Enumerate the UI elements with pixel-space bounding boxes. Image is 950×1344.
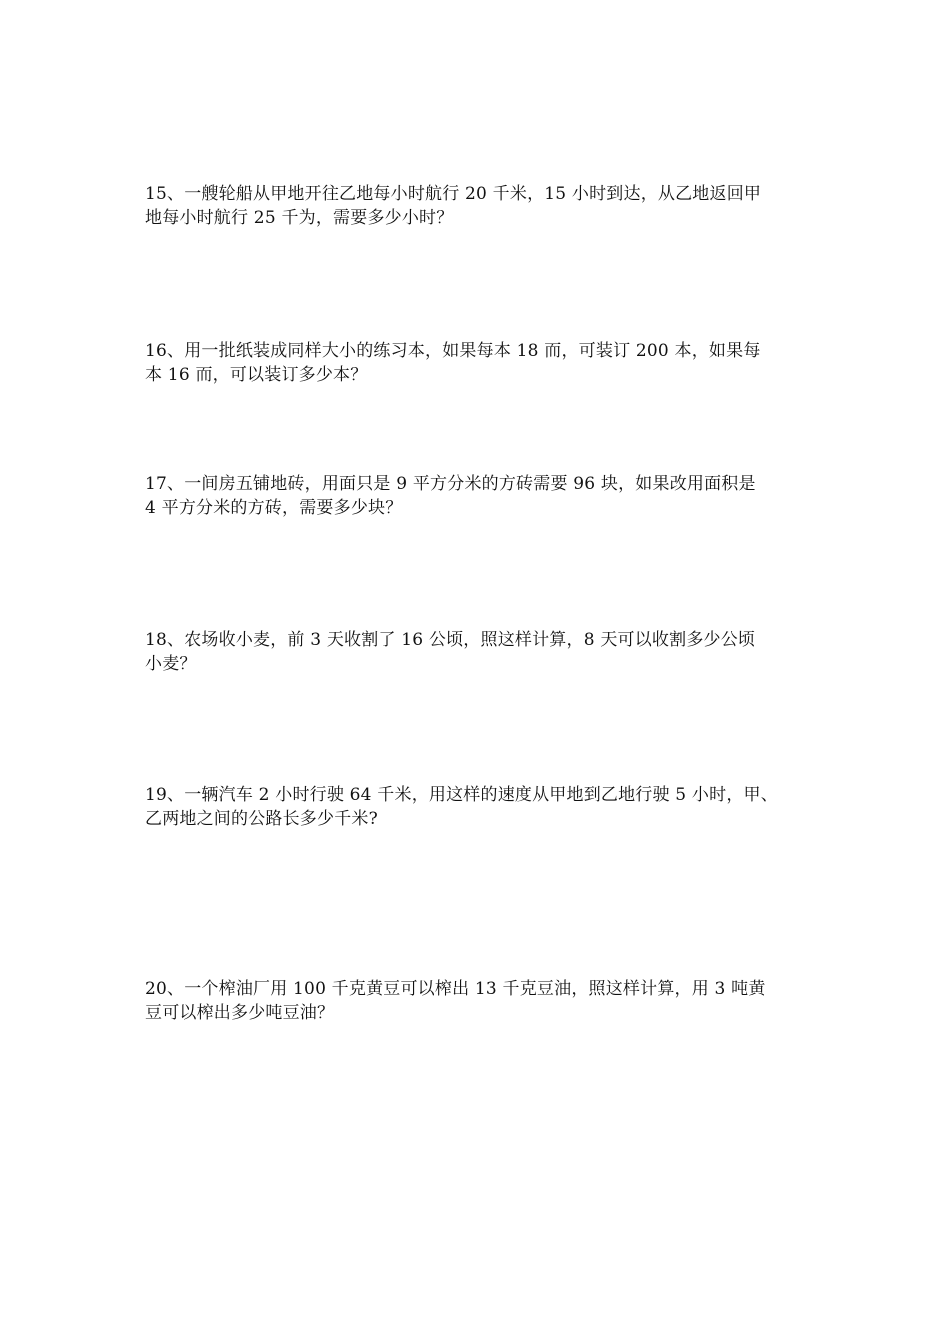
problem-16-line-2: 本 16 而，可以装订多少本？ (145, 365, 368, 385)
problem-16 (145, 339, 815, 387)
problem-16-line-1: 16、用一批纸装成同样大小的练习本，如果每本 18 而，可装订 200 本，如果每 (145, 341, 761, 361)
problem-17 (145, 472, 815, 520)
problem-18-line-2: 小麦？ (145, 654, 197, 674)
problem-20 (145, 977, 815, 1025)
problem-19-line-1: 19、一辆汽车 2 小时行驶 64 千米，用这样的速度从甲地到乙地行驶 5 小时，甲、 (145, 785, 778, 805)
problem-18-line-1: 18、农场收小麦，前 3 天收割了 16 公顷，照这样计算，8 天可以收割多少公顷 (145, 630, 756, 650)
problem-20-line-2: 豆可以榨出多少吨豆油？ (145, 1003, 335, 1023)
problem-19-line-2: 乙两地之间的公路长多少千米? (145, 809, 378, 829)
problem-19 (145, 783, 815, 831)
problem-17-line-1: 17、一间房五铺地砖，用面只是 9 平方分米的方砖需要 96 块，如果改用面积是 (145, 474, 756, 494)
problem-15 (145, 182, 815, 230)
problem-17-line-2: 4 平方分米的方砖，需要多少块？ (145, 498, 403, 518)
problem-15-line-2: 地每小时航行 25 千为，需要多少小时？ (145, 208, 454, 228)
problem-15-line-1: 15、一艘轮船从甲地开往乙地每小时航行 20 千米，15 小时到达，从乙地返回甲 (145, 184, 762, 204)
problem-18 (145, 628, 815, 676)
problem-20-line-1: 20、一个榨油厂用 100 千克黄豆可以榨出 13 千克豆油，照这样计算，用 3 吨黄 (145, 979, 766, 999)
